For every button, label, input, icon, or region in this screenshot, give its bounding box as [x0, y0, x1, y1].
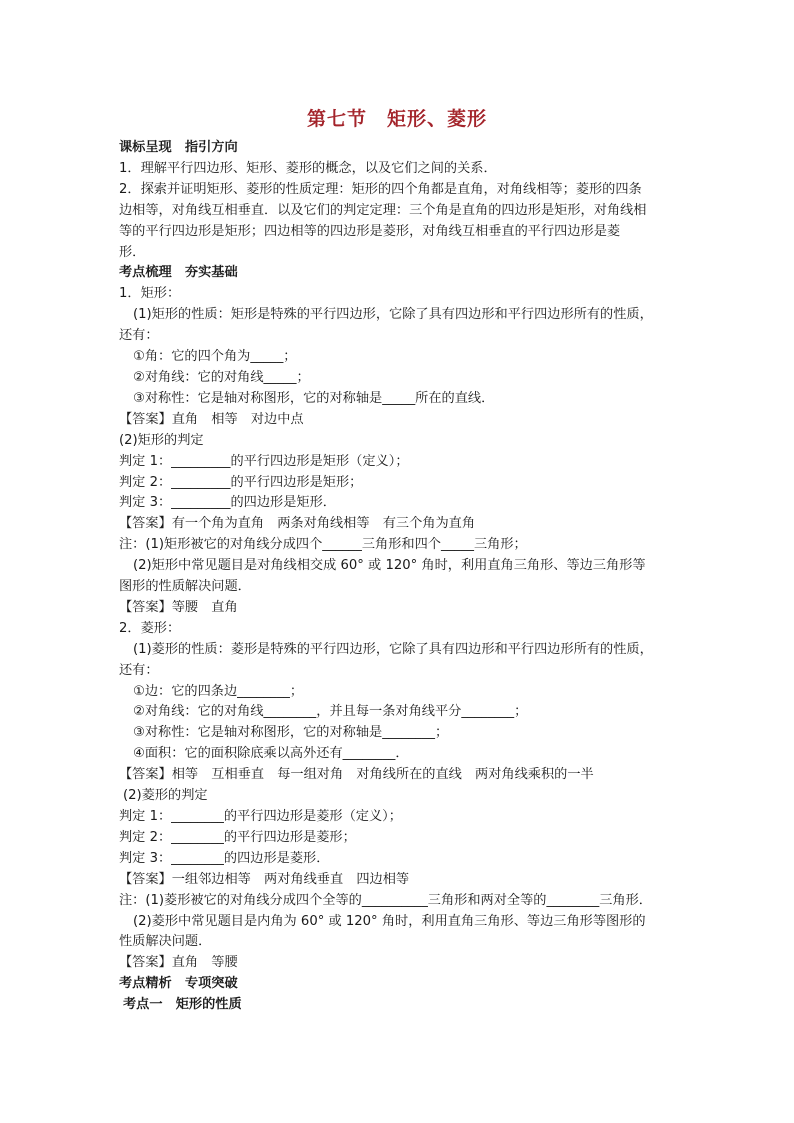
- paragraph-line: (1)菱形的性质：菱形是特殊的平行四边形，它除了具有四边形和平行四边形所有的性质，: [133, 641, 653, 657]
- answer-line: 【答案】等腰 直角: [119, 599, 238, 615]
- paragraph-line: 边相等，对角线互相垂直．以及它们的判定定理：三个角是直角的四边形是矩形，对角线相: [119, 202, 647, 218]
- section-heading: 课标呈现 指引方向: [119, 140, 238, 155]
- fill-blank-line: ①边：它的四条边________；: [133, 683, 304, 699]
- note-line: (2)矩形中常见题目是对角线相交成 60° 或 120° 角时，利用直角三角形、等边三角形等: [133, 558, 646, 574]
- page-title: 第七节 矩形、菱形: [306, 108, 487, 130]
- fill-blank-line: 判定 2：________的平行四边形是菱形；: [119, 829, 356, 845]
- document-body: [119, 138, 679, 1016]
- fill-blank-line: 判定 1：________的平行四边形是菱形（定义）；: [119, 809, 402, 824]
- paragraph-line: (2)矩形的判定: [119, 432, 204, 448]
- paragraph-line: 等的平行四边形是矩形；四边相等的四边形是菱形，对角线互相垂直的平行四边形是菱: [119, 223, 621, 239]
- paragraph-line: (1)矩形的性质：矩形是特殊的平行四边形，它除了具有四边形和平行四边形所有的性质，: [133, 307, 653, 323]
- answer-line: 【答案】一组邻边相等 两对角线垂直 四边相等: [119, 871, 410, 887]
- fill-blank-line: 判定 2：_________的平行四边形是矩形；: [119, 474, 363, 490]
- fill-blank-line: ②对角线：它的对角线________，并且每一条对角线平分________；: [133, 704, 528, 720]
- paragraph-line: 1．理解平行四边形、矩形、菱形的概念，以及它们之间的关系．: [119, 160, 497, 176]
- paragraph-line: (2)菱形的判定: [123, 788, 208, 804]
- paragraph-line: 形．: [119, 244, 146, 260]
- paragraph-line: 还有：: [119, 662, 159, 678]
- paragraph-line: 2．菱形：: [119, 620, 181, 636]
- paragraph-line: 1．矩形：: [119, 286, 181, 302]
- answer-line: 【答案】相等 互相垂直 每一组对角 对角线所在的直线 两对角线乘积的一半: [119, 767, 594, 783]
- fill-blank-line: 判定 1：_________的平行四边形是矩形（定义）；: [119, 453, 409, 469]
- paragraph-line: 还有：: [119, 328, 159, 344]
- fill-blank-line: ②对角线：它的对角线_____；: [133, 369, 310, 385]
- note-line: (2)菱形中常见题目是内角为 60° 或 120° 角时，利用直角三角形、等边三角形等图形的: [133, 913, 646, 929]
- subsection-heading: 考点一 矩形的性质: [123, 997, 242, 1013]
- note-line: 性质解决问题．: [119, 934, 212, 950]
- note-line: 注：(1)菱形被它的对角线分成四个全等的__________三角形和两对全等的________三角形．: [119, 892, 652, 908]
- answer-line: 【答案】有一个角为直角 两条对角线相等 有三个角为直角: [119, 516, 476, 532]
- fill-blank-line: ①角：它的四个角为_____；: [133, 349, 297, 365]
- note-line: 注：(1)矩形被它的对角线分成四个______三角形和四个_____三角形；: [119, 537, 527, 553]
- fill-blank-line: ③对称性：它是轴对称图形，它的对称轴是_____所在的直线．: [133, 390, 495, 406]
- answer-line: 【答案】直角 相等 对边中点: [119, 411, 304, 427]
- section-heading: 考点梳理 夯实基础: [119, 265, 238, 281]
- fill-blank-line: ③对称性：它是轴对称图形，它的对称轴是________；: [133, 725, 449, 741]
- fill-blank-line: 判定 3：_________的四边形是矩形．: [119, 495, 336, 511]
- answer-line: 【答案】直角 等腰: [119, 955, 238, 971]
- section-heading: 考点精析 专项突破: [119, 976, 238, 992]
- note-line: 图形的性质解决问题．: [119, 579, 251, 595]
- fill-blank-line: ④面积：它的面积除底乘以高外还有________．: [133, 746, 409, 762]
- paragraph-line: 2．探索并证明矩形、菱形的性质定理：矩形的四个角都是直角，对角线相等；菱形的四条: [119, 181, 642, 197]
- fill-blank-line: 判定 3：________的四边形是菱形．: [119, 850, 330, 866]
